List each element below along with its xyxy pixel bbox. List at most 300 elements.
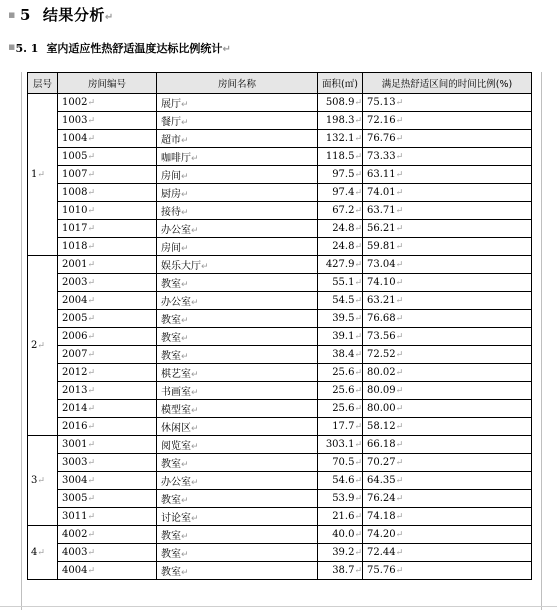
comfort-ratio-value: 63.71 <box>367 205 396 216</box>
section-title: 结果分析 <box>42 6 105 24</box>
room-code-value: 2007 <box>62 349 88 360</box>
comfort-ratio-cell <box>363 490 532 508</box>
paragraph-mark: ↵ <box>37 341 45 351</box>
room-code-value: 4004 <box>62 565 88 576</box>
room-name-value: 房间 <box>161 171 181 182</box>
room-code-value: 3005 <box>62 493 88 504</box>
paragraph-mark: ↵ <box>354 260 362 270</box>
comfort-ratio-value: 75.13 <box>367 97 396 108</box>
room-name-value: 娱乐大厅 <box>161 261 201 272</box>
room-code-cell <box>58 310 157 328</box>
room-name-value: 棋艺室 <box>161 369 191 380</box>
paragraph-mark: ↵ <box>354 314 362 324</box>
paragraph-mark: ↵ <box>395 152 404 162</box>
area-cell <box>318 436 363 454</box>
page-bottom-rule <box>0 606 557 607</box>
area-cell <box>318 202 363 220</box>
room-code-value: 2004 <box>62 295 88 306</box>
area-cell <box>318 112 363 130</box>
paragraph-mark: ↵ <box>181 568 189 578</box>
area-cell <box>318 364 363 382</box>
area-value: 24.8 <box>332 223 355 234</box>
area-cell <box>318 472 363 490</box>
paragraph-mark: ↵ <box>354 170 362 180</box>
paragraph-mark: ↵ <box>181 244 189 254</box>
area-value: 39.1 <box>332 331 355 342</box>
room-name-cell <box>157 490 318 508</box>
paragraph-mark: ↵ <box>87 386 95 396</box>
paragraph-mark: ↵ <box>181 280 189 290</box>
room-name-cell <box>157 544 318 562</box>
subsection-number: 5. 1 <box>15 42 39 55</box>
paragraph-mark: ↵ <box>354 566 362 576</box>
table-row <box>28 382 532 400</box>
paragraph-mark: ↵ <box>354 386 362 396</box>
comfort-ratio-cell <box>363 418 532 436</box>
paragraph-mark: ↵ <box>87 278 95 288</box>
paragraph-mark: ↵ <box>87 494 95 504</box>
paragraph-mark: ↵ <box>395 242 404 252</box>
comfort-ratio-value: 74.10 <box>367 277 396 288</box>
paragraph-mark: ↵ <box>87 260 95 270</box>
room-code-cell <box>58 148 157 166</box>
comfort-ratio-cell <box>363 364 532 382</box>
paragraph-mark: ↵ <box>395 224 404 234</box>
paragraph-mark: ↵ <box>87 476 95 486</box>
room-name-value: 办公室 <box>161 477 191 488</box>
room-name-value: 教室 <box>161 531 181 542</box>
area-cell <box>318 256 363 274</box>
room-code-value: 2016 <box>62 421 88 432</box>
paragraph-mark: ↵ <box>395 458 404 468</box>
room-name-value: 厨房 <box>161 189 181 200</box>
table-row <box>28 346 532 364</box>
paragraph-mark: ↵ <box>395 566 404 576</box>
comfort-ratio-value: 63.21 <box>367 295 396 306</box>
paragraph-mark: ↵ <box>191 298 199 308</box>
floor-cell <box>28 526 58 580</box>
room-code-value: 3004 <box>62 475 88 486</box>
room-code-cell <box>58 508 157 526</box>
room-name-cell <box>157 526 318 544</box>
paragraph-mark: ↵ <box>395 116 404 126</box>
room-code-value: 1003 <box>62 115 88 126</box>
section-number: 5 <box>19 6 31 24</box>
area-value: 67.2 <box>332 205 355 216</box>
room-code-cell <box>58 166 157 184</box>
room-code-cell <box>58 562 157 580</box>
paragraph-mark: ↵ <box>191 226 199 236</box>
comfort-ratio-cell <box>363 274 532 292</box>
paragraph-mark: ↵ <box>354 206 362 216</box>
paragraph-mark: ↵ <box>395 404 404 414</box>
room-code-value: 2005 <box>62 313 88 324</box>
room-name-cell <box>157 130 318 148</box>
floor-number: 3 <box>31 475 38 486</box>
paragraph-mark: ↵ <box>181 550 189 560</box>
comfort-ratio-cell <box>363 328 532 346</box>
comfort-ratio-cell <box>363 220 532 238</box>
room-code-cell <box>58 382 157 400</box>
room-name-cell <box>157 256 318 274</box>
paragraph-mark: ↵ <box>191 478 199 488</box>
area-value: 97.4 <box>332 187 355 198</box>
room-name-value: 餐厅 <box>161 117 181 128</box>
room-name-value: 展厅 <box>161 99 181 110</box>
paragraph-bullet: ▪ <box>8 40 16 53</box>
section-heading <box>8 4 114 25</box>
paragraph-mark: ↵ <box>395 188 404 198</box>
table-row <box>28 436 532 454</box>
room-name-cell <box>157 364 318 382</box>
paragraph-mark: ↵ <box>87 314 95 324</box>
room-code-cell <box>58 454 157 472</box>
room-code-cell <box>58 220 157 238</box>
paragraph-mark: ↵ <box>395 530 404 540</box>
paragraph-mark: ↵ <box>37 170 45 180</box>
room-name-cell <box>157 328 318 346</box>
table-row <box>28 310 532 328</box>
subsection-heading <box>8 40 231 56</box>
paragraph-mark: ↵ <box>354 530 362 540</box>
paragraph-mark: ↵ <box>191 406 199 416</box>
header-floor: 层号 <box>28 73 58 94</box>
area-value: 25.6 <box>332 367 355 378</box>
margin-guide-left <box>21 72 22 610</box>
room-code-value: 3003 <box>62 457 88 468</box>
area-cell <box>318 130 363 148</box>
room-code-value: 2001 <box>62 259 88 270</box>
header-room-code: 房间编号 <box>58 73 157 94</box>
comfort-ratio-cell <box>363 238 532 256</box>
paragraph-mark: ↵ <box>395 350 404 360</box>
room-name-cell <box>157 148 318 166</box>
comfort-ratio-value: 63.11 <box>367 169 396 180</box>
area-cell <box>318 400 363 418</box>
comfort-ratio-value: 56.21 <box>367 223 396 234</box>
paragraph-mark: ↵ <box>181 208 189 218</box>
table-row <box>28 202 532 220</box>
area-value: 24.8 <box>332 241 355 252</box>
paragraph-mark: ↵ <box>354 494 362 504</box>
room-name-cell <box>157 274 318 292</box>
paragraph-mark: ↵ <box>87 530 95 540</box>
paragraph-mark: ↵ <box>395 134 404 144</box>
room-name-value: 休闲区 <box>161 423 191 434</box>
paragraph-mark: ↵ <box>87 134 95 144</box>
paragraph-mark: ↵ <box>354 278 362 288</box>
comfort-ratio-cell <box>363 454 532 472</box>
table-row <box>28 112 532 130</box>
room-name-cell <box>157 184 318 202</box>
comfort-ratio-value: 73.33 <box>367 151 396 162</box>
room-name-value: 模型室 <box>161 405 191 416</box>
paragraph-mark: ↵ <box>87 512 95 522</box>
room-name-value: 教室 <box>161 279 181 290</box>
floor-number: 1 <box>31 169 38 180</box>
comfort-ratio-cell <box>363 310 532 328</box>
room-code-value: 1005 <box>62 151 88 162</box>
area-cell <box>318 274 363 292</box>
paragraph-mark: ↵ <box>87 404 95 414</box>
comfort-ratio-cell <box>363 562 532 580</box>
paragraph-mark: ↵ <box>87 566 95 576</box>
paragraph-mark: ↵ <box>87 170 95 180</box>
room-code-cell <box>58 346 157 364</box>
area-cell <box>318 562 363 580</box>
area-value: 132.1 <box>325 133 355 144</box>
paragraph-mark: ↵ <box>395 278 404 288</box>
area-cell <box>318 346 363 364</box>
paragraph-mark: ↵ <box>395 206 404 216</box>
room-name-value: 阅览室 <box>161 441 191 452</box>
area-value: 25.6 <box>332 403 355 414</box>
paragraph-mark: ↵ <box>354 98 362 108</box>
room-name-cell <box>157 562 318 580</box>
room-name-value: 教室 <box>161 495 181 506</box>
room-code-cell <box>58 400 157 418</box>
paragraph-mark: ↵ <box>354 242 362 252</box>
paragraph-mark: ↵ <box>395 440 404 450</box>
comfort-ratio-cell <box>363 346 532 364</box>
room-name-value: 超市 <box>161 135 181 146</box>
paragraph-mark: ↵ <box>181 136 189 146</box>
comfort-ratio-cell <box>363 292 532 310</box>
comfort-ratio-value: 76.24 <box>367 493 396 504</box>
paragraph-mark: ↵ <box>87 116 95 126</box>
room-name-value: 讨论室 <box>161 513 191 524</box>
margin-guide-right <box>541 72 542 610</box>
comfort-ratio-value: 70.27 <box>367 457 396 468</box>
table-row <box>28 220 532 238</box>
area-cell <box>318 328 363 346</box>
room-code-cell <box>58 112 157 130</box>
room-name-cell <box>157 166 318 184</box>
area-value: 55.1 <box>332 277 355 288</box>
room-name-cell <box>157 346 318 364</box>
paragraph-mark: ↵ <box>354 224 362 234</box>
comfort-ratio-value: 73.04 <box>367 259 396 270</box>
paragraph-mark: ↵ <box>395 422 404 432</box>
paragraph-mark: ↵ <box>87 332 95 342</box>
comfort-ratio-cell <box>363 184 532 202</box>
paragraph-mark: ↵ <box>181 172 189 182</box>
comfort-ratio-value: 66.18 <box>367 439 396 450</box>
comfort-ratio-cell <box>363 436 532 454</box>
area-value: 39.2 <box>332 547 355 558</box>
room-code-value: 4003 <box>62 547 88 558</box>
paragraph-mark: ↵ <box>181 496 189 506</box>
comfort-ratio-cell <box>363 382 532 400</box>
comfort-table <box>27 72 532 580</box>
paragraph-mark: ↵ <box>191 154 199 164</box>
table-body <box>28 94 532 580</box>
room-name-value: 教室 <box>161 549 181 560</box>
room-name-cell <box>157 418 318 436</box>
comfort-ratio-value: 58.12 <box>367 421 396 432</box>
paragraph-mark: ↵ <box>191 388 199 398</box>
area-value: 25.6 <box>332 385 355 396</box>
paragraph-mark: ↵ <box>395 98 404 108</box>
comfort-ratio-value: 80.00 <box>367 403 396 414</box>
room-name-value: 教室 <box>161 567 181 578</box>
paragraph-mark: ↵ <box>87 548 95 558</box>
room-name-value: 房间 <box>161 243 181 254</box>
room-name-value: 办公室 <box>161 225 191 236</box>
room-code-cell <box>58 94 157 112</box>
room-code-value: 1018 <box>62 241 88 252</box>
area-cell <box>318 508 363 526</box>
paragraph-mark: ↵ <box>181 334 189 344</box>
paragraph-mark: ↵ <box>395 512 404 522</box>
floor-cell <box>28 94 58 256</box>
paragraph-mark: ↵ <box>354 296 362 306</box>
area-cell <box>318 148 363 166</box>
room-code-cell <box>58 292 157 310</box>
room-code-cell <box>58 526 157 544</box>
area-value: 70.5 <box>332 457 355 468</box>
table-row <box>28 418 532 436</box>
area-value: 54.6 <box>332 475 355 486</box>
area-cell <box>318 526 363 544</box>
paragraph-mark: ↵ <box>354 116 362 126</box>
area-cell <box>318 490 363 508</box>
paragraph-mark: ↵ <box>87 422 95 432</box>
comfort-ratio-value: 80.09 <box>367 385 396 396</box>
table-row <box>28 562 532 580</box>
table-row <box>28 94 532 112</box>
paragraph-bullet: ▪ <box>8 8 16 21</box>
room-code-cell <box>58 436 157 454</box>
comfort-ratio-cell <box>363 526 532 544</box>
paragraph-mark: ↵ <box>87 188 95 198</box>
paragraph-mark: ↵ <box>191 514 199 524</box>
paragraph-mark: ↵ <box>395 476 404 486</box>
paragraph-mark: ↵ <box>222 44 231 55</box>
area-value: 38.4 <box>332 349 355 360</box>
room-code-cell <box>58 202 157 220</box>
paragraph-mark: ↵ <box>354 134 362 144</box>
area-value: 40.0 <box>332 529 355 540</box>
comfort-ratio-value: 75.76 <box>367 565 396 576</box>
paragraph-mark: ↵ <box>354 404 362 414</box>
room-name-cell <box>157 292 318 310</box>
paragraph-mark: ↵ <box>354 476 362 486</box>
area-value: 97.5 <box>332 169 355 180</box>
comfort-ratio-value: 74.01 <box>367 187 396 198</box>
room-name-value: 教室 <box>161 333 181 344</box>
area-cell <box>318 166 363 184</box>
comfort-ratio-value: 72.44 <box>367 547 396 558</box>
paragraph-mark: ↵ <box>354 188 362 198</box>
table-row <box>28 184 532 202</box>
paragraph-mark: ↵ <box>87 440 95 450</box>
comfort-ratio-value: 74.18 <box>367 511 396 522</box>
room-code-cell <box>58 472 157 490</box>
paragraph-mark: ↵ <box>181 118 189 128</box>
paragraph-mark: ↵ <box>181 100 189 110</box>
room-code-value: 2012 <box>62 367 88 378</box>
paragraph-mark: ↵ <box>87 296 95 306</box>
room-code-cell <box>58 418 157 436</box>
room-name-value: 教室 <box>161 459 181 470</box>
room-code-value: 3011 <box>62 511 88 522</box>
subsection-title: 室内适应性热舒适温度达标比例统计 <box>46 42 223 55</box>
room-code-value: 1010 <box>62 205 88 216</box>
table-row <box>28 238 532 256</box>
room-code-cell <box>58 274 157 292</box>
paragraph-mark: ↵ <box>191 442 199 452</box>
room-code-value: 1002 <box>62 97 88 108</box>
paragraph-mark: ↵ <box>181 190 189 200</box>
area-cell <box>318 418 363 436</box>
paragraph-mark: ↵ <box>395 296 404 306</box>
comfort-ratio-cell <box>363 130 532 148</box>
room-name-cell <box>157 112 318 130</box>
comfort-ratio-value: 72.52 <box>367 349 396 360</box>
area-cell <box>318 238 363 256</box>
paragraph-mark: ↵ <box>395 332 404 342</box>
area-value: 39.5 <box>332 313 355 324</box>
comfort-ratio-value: 76.76 <box>367 133 396 144</box>
paragraph-mark: ↵ <box>87 98 95 108</box>
area-value: 21.6 <box>332 511 355 522</box>
room-code-value: 1007 <box>62 169 88 180</box>
comfort-ratio-cell <box>363 94 532 112</box>
table-row <box>28 454 532 472</box>
header-comfort-ratio: 满足热舒适区间的时间比例(%) <box>363 73 532 94</box>
comfort-ratio-cell <box>363 112 532 130</box>
room-code-cell <box>58 328 157 346</box>
room-name-value: 教室 <box>161 351 181 362</box>
room-name-value: 咖啡厅 <box>161 153 191 164</box>
paragraph-mark: ↵ <box>87 350 95 360</box>
paragraph-mark: ↵ <box>354 350 362 360</box>
comfort-ratio-cell <box>363 472 532 490</box>
comfort-ratio-cell <box>363 256 532 274</box>
paragraph-mark: ↵ <box>191 424 199 434</box>
room-name-cell <box>157 238 318 256</box>
paragraph-mark: ↵ <box>104 12 114 23</box>
comfort-ratio-value: 80.02 <box>367 367 396 378</box>
area-value: 118.5 <box>325 151 355 162</box>
room-name-cell <box>157 436 318 454</box>
paragraph-mark: ↵ <box>37 548 45 558</box>
paragraph-mark: ↵ <box>37 476 45 486</box>
paragraph-mark: ↵ <box>354 512 362 522</box>
paragraph-mark: ↵ <box>395 368 404 378</box>
room-name-cell <box>157 382 318 400</box>
paragraph-mark: ↵ <box>201 262 209 272</box>
paragraph-mark: ↵ <box>395 170 404 180</box>
room-code-value: 1017 <box>62 223 88 234</box>
room-code-value: 4002 <box>62 529 88 540</box>
paragraph-mark: ↵ <box>87 368 95 378</box>
paragraph-mark: ↵ <box>87 458 95 468</box>
table-row <box>28 544 532 562</box>
comfort-ratio-value: 72.16 <box>367 115 396 126</box>
paragraph-mark: ↵ <box>354 152 362 162</box>
paragraph-mark: ↵ <box>354 548 362 558</box>
room-code-cell <box>58 364 157 382</box>
room-name-cell <box>157 454 318 472</box>
floor-cell <box>28 256 58 436</box>
room-code-value: 1004 <box>62 133 88 144</box>
paragraph-mark: ↵ <box>87 242 95 252</box>
room-code-cell <box>58 130 157 148</box>
paragraph-mark: ↵ <box>181 316 189 326</box>
area-cell <box>318 220 363 238</box>
